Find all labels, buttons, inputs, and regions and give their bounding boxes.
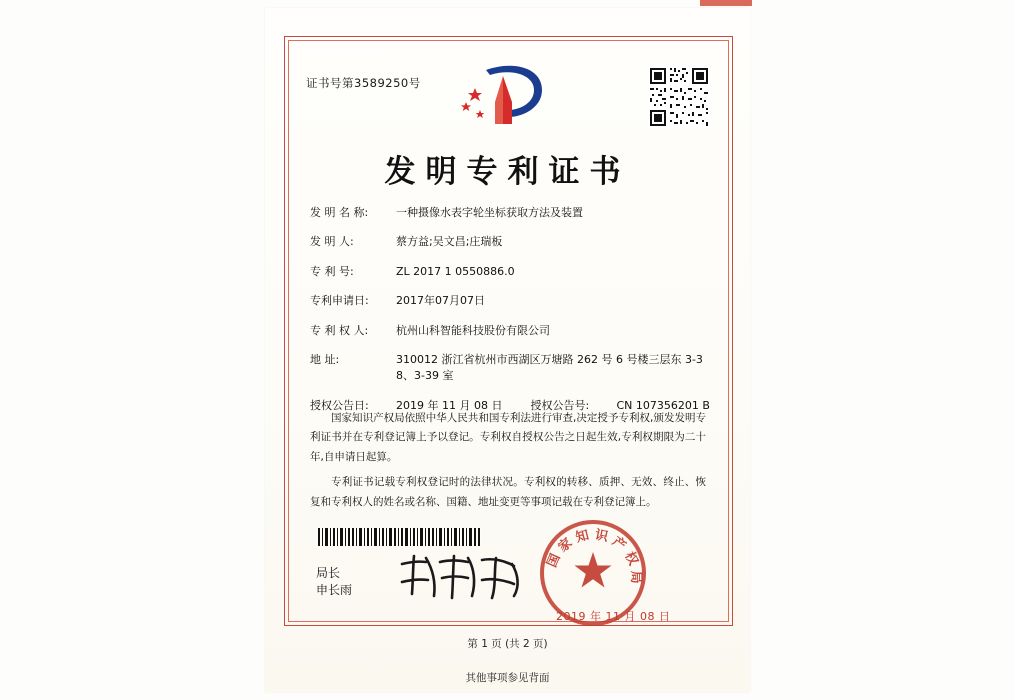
field-label: 发 明 人:	[310, 235, 354, 249]
field-value: 一种摄像水表字轮坐标获取方法及装置	[396, 206, 583, 219]
signer-title: 局长	[316, 566, 341, 580]
svg-text:国 家 知 识 产 权 局: 国 家 知 识 产 权 局	[544, 527, 644, 584]
page-title: 发明专利证书	[384, 154, 631, 190]
seal-date: 2019 年 11 月 08 日	[556, 610, 671, 623]
signer-block	[316, 565, 352, 600]
field-label: 专 利 权 人:	[310, 323, 369, 337]
page-indicator: 第 1 页 (共 2 页)	[467, 638, 548, 650]
legal-paragraph-2: 专利证书记载专利权登记时的法律状况。专利权的转移、质押、无效、终止、恢复和专利权人的姓名或名称、国籍、地址变更等事项记载在专利登记簿上。	[310, 476, 706, 508]
field-row-address	[310, 352, 710, 384]
field-row-invention-name	[310, 205, 710, 221]
field-label: 专利申请日:	[310, 294, 369, 308]
footnote: 其他事项参见背面	[465, 672, 550, 684]
field-value: 2017年07月07日	[396, 294, 485, 308]
field-label: 地 址:	[310, 353, 340, 367]
legal-paragraph-1: 国家知识产权局依照中华人民共和国专利法进行审查,决定授予专利权,颁发发明专利证书并在专利登记簿上予以登记。专利权自授权公告之日起生效,专利权期限为二十年,自申请日起算。	[310, 412, 706, 463]
certificate-number: 证书号第3589250号	[306, 76, 421, 90]
field-row-application-date	[310, 293, 710, 309]
cnipa-patent-logo	[456, 62, 552, 132]
legal-text	[310, 409, 706, 518]
handwritten-signature	[396, 552, 526, 606]
field-label: 专 利 号:	[310, 264, 354, 278]
field-label: 发 明 名 称:	[310, 206, 369, 219]
signer-name: 申长雨	[316, 583, 353, 598]
field-label: 授权公告日:	[310, 398, 369, 412]
patent-fields	[310, 205, 710, 427]
field-value: 310012 浙江省杭州市西湖区万塘路 262 号 6 号楼三层东 3-38、3-39 室	[396, 353, 703, 383]
field-value: ZL 2017 1 0550886.0	[396, 264, 515, 278]
field-row-patentee	[310, 323, 710, 339]
field-label-secondary: 授权公告号:	[530, 398, 590, 412]
field-value: 2019 年 11 月 08 日	[396, 398, 503, 412]
qr-code	[648, 66, 710, 128]
field-value-secondary: CN 107356201 B	[616, 398, 710, 412]
sheet-top-accent	[700, 0, 752, 6]
barcode	[318, 528, 482, 546]
field-row-inventors	[310, 234, 710, 250]
field-value: 杭州山科智能科技股份有限公司	[396, 323, 550, 337]
field-value: 蔡方益;吴文昌;庄瑞板	[396, 235, 503, 249]
field-row-patent-number	[310, 264, 710, 280]
